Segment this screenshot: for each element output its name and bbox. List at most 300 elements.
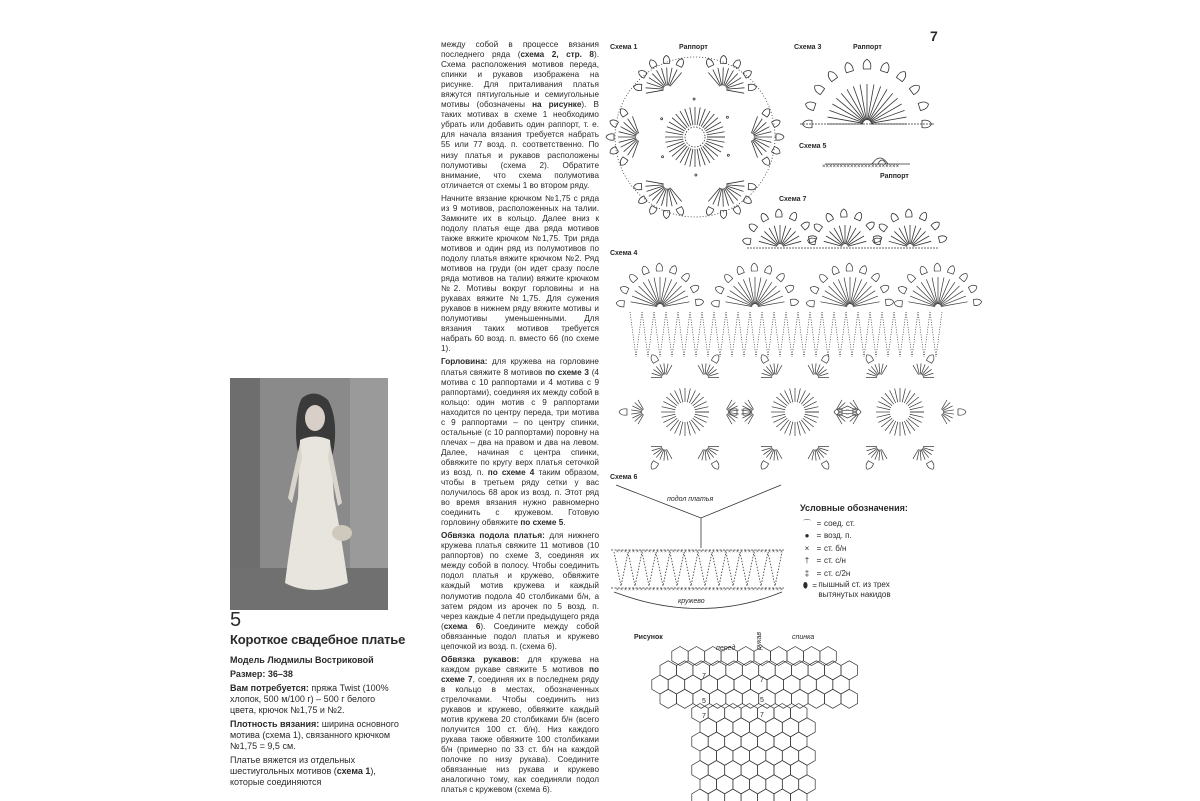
stitch-line xyxy=(815,363,816,374)
stitch-mark: × xyxy=(660,587,663,593)
stitch-mark: × xyxy=(648,587,651,593)
flower-mark xyxy=(759,212,768,222)
stitch-mark: × xyxy=(704,587,707,593)
hex-motif xyxy=(726,661,743,680)
stitch-mark: × xyxy=(764,587,767,593)
stitch-line xyxy=(670,188,682,202)
flower-mark xyxy=(748,183,756,190)
stitch-line xyxy=(877,407,891,410)
hex-motif xyxy=(708,732,725,751)
materials-paragraph xyxy=(230,683,400,716)
stitch-line xyxy=(909,402,922,408)
intro-text-b: ), которые соединяются xyxy=(230,766,376,787)
p3-b2: по схеме 4 xyxy=(487,467,535,477)
flower-mark xyxy=(648,58,658,68)
stitch-line xyxy=(920,363,921,374)
stitch-mark: × xyxy=(776,587,779,593)
hex-motif xyxy=(782,775,798,794)
stitch-mark: × xyxy=(644,549,647,555)
figure-marker-7a: 7 xyxy=(702,673,706,680)
sleeve-label: рукав xyxy=(756,631,763,650)
mesh-arc xyxy=(750,312,762,357)
hex-motif xyxy=(749,718,765,737)
stitch-mark: × xyxy=(752,587,755,593)
stitch-line xyxy=(780,393,789,404)
stitch-line xyxy=(689,421,695,434)
mesh-arc xyxy=(846,312,858,357)
stitch-mark: × xyxy=(616,587,619,593)
stitch-line xyxy=(782,231,795,244)
stitch-line xyxy=(697,149,700,167)
lace-label: кружево xyxy=(678,598,705,605)
stitch-line xyxy=(904,390,910,403)
flower-mark xyxy=(889,212,898,222)
chain-dot xyxy=(662,156,664,158)
legend-item: × = ст. б/н xyxy=(800,543,930,556)
hex-motif xyxy=(751,675,768,694)
mesh-arc xyxy=(666,312,678,357)
stitch-line xyxy=(773,402,786,408)
mesh-arc xyxy=(678,312,690,357)
stitch-line xyxy=(790,422,793,436)
stitch-mark: × xyxy=(708,549,711,555)
figure-label: Рисунок xyxy=(634,634,663,641)
flower-mark xyxy=(676,57,685,67)
page-number: 7 xyxy=(930,28,938,44)
flower-mark xyxy=(616,300,625,307)
flower-mark xyxy=(959,272,969,282)
stitch-line xyxy=(695,407,709,410)
stitch-mark: × xyxy=(688,587,691,593)
stitch-mark: × xyxy=(628,549,631,555)
stitch-line xyxy=(662,414,676,417)
p5-b: по схеме 7 xyxy=(441,664,599,684)
materials-label: Вам потребуется: xyxy=(230,683,309,693)
hex-motif xyxy=(717,718,733,737)
hex-motif xyxy=(816,675,833,694)
stitch-mark: × xyxy=(696,549,699,555)
stitch-mark: × xyxy=(728,587,731,593)
stitch-mark: × xyxy=(768,549,771,555)
stitch-mark: × xyxy=(716,549,719,555)
stitch-line xyxy=(668,68,672,86)
hex-motif xyxy=(700,775,717,794)
stitch-line xyxy=(906,420,915,431)
stitch-mark: × xyxy=(744,587,747,593)
stitch-mark: × xyxy=(740,587,743,593)
hex-motif xyxy=(734,675,751,694)
stitch-line xyxy=(670,73,682,87)
flower-mark xyxy=(711,461,721,471)
hex-motif xyxy=(820,647,836,666)
stitch-line xyxy=(668,189,672,207)
hex-motif xyxy=(709,661,725,680)
hex-motif xyxy=(791,732,808,751)
flower-mark xyxy=(801,220,811,230)
stitch-line xyxy=(708,373,719,376)
hex-motif xyxy=(749,746,765,765)
figure-marker-7b: 7 xyxy=(702,713,706,720)
flower-mark xyxy=(909,83,921,95)
stitch-line xyxy=(803,397,814,406)
legend-item: ⌒ = соед. ст. xyxy=(800,518,930,531)
stitch-line xyxy=(805,414,819,417)
stitch-line xyxy=(829,231,842,244)
stitch-line xyxy=(726,90,744,93)
flower-mark xyxy=(919,265,928,275)
legend-item: ⬮ = пышный ст. из трех вытянутых накидов xyxy=(800,580,930,600)
hex-motif xyxy=(758,789,774,801)
stitch-mark: × xyxy=(772,587,775,593)
stitch-line xyxy=(895,389,898,403)
flower-mark xyxy=(843,61,853,73)
model-author: Модель Людмилы Востриковой xyxy=(230,655,374,665)
scheme-4-label: Схема 4 xyxy=(610,250,638,257)
p3-c: (4 мотива с 10 раппортами и 4 мотива с 9 раппортами), соединяя их между собой в кольцо: один мотив с 9 раппортами находится по центру переда, три мотива с 9 раппортами – по центру спинки, остальные (с 10 раппортами) поровну на плечах – два на правом и два на левом. Далее, начиная с центра спинки, обвяжите по кругу верх платья сеточкой из возд. п. xyxy=(441,367,599,477)
hex-motif xyxy=(725,761,741,780)
hex-motif xyxy=(692,704,708,723)
legend-item-text: ст. б/н xyxy=(824,543,847,553)
stitch-line xyxy=(910,414,924,417)
hex-motif xyxy=(705,647,721,666)
stitch-line xyxy=(646,90,664,93)
stitch-mark: × xyxy=(648,549,651,555)
stitch-line xyxy=(667,141,684,147)
stitch-line xyxy=(705,450,706,461)
flower-mark xyxy=(743,69,753,79)
stitch-line xyxy=(706,141,723,147)
stitch-line xyxy=(691,393,700,404)
hex-motif xyxy=(771,647,788,666)
legend-item-text: возд. п. xyxy=(824,531,852,540)
hex-motif xyxy=(726,689,743,708)
double-crochet-icon: † xyxy=(804,556,810,565)
hex-motif xyxy=(733,746,750,765)
flower-mark xyxy=(824,212,833,222)
flower-mark xyxy=(762,107,772,117)
flower-mark xyxy=(764,265,773,275)
stitch-line xyxy=(665,132,683,135)
paragraph-hem xyxy=(441,531,599,652)
chain-dot xyxy=(693,98,695,100)
flower-mark xyxy=(771,118,781,127)
hex-motif xyxy=(717,746,733,765)
scheme-6-label: Схема 6 xyxy=(610,474,638,481)
stitch-line xyxy=(699,148,705,165)
flower-mark xyxy=(958,409,966,415)
hex-motif xyxy=(738,647,754,666)
flower-mark xyxy=(663,55,670,63)
hex-motif xyxy=(692,732,708,751)
hex-motif xyxy=(708,789,725,801)
hex-motif xyxy=(749,775,765,794)
flower-mark xyxy=(695,298,704,305)
flower-mark xyxy=(669,265,678,275)
stitch-line xyxy=(860,85,866,120)
stitch-mark: × xyxy=(740,549,743,555)
stitch-mark: × xyxy=(748,549,751,555)
stitch-line xyxy=(652,373,663,376)
flower-mark xyxy=(628,273,638,283)
stitch-mark: × xyxy=(764,549,767,555)
hex-motif xyxy=(825,661,842,680)
hex-motif xyxy=(759,661,776,680)
stitch-line xyxy=(772,407,786,410)
hex-motif xyxy=(708,761,725,780)
legend-title: Условные обозначения: xyxy=(800,503,908,513)
stitch-mark: × xyxy=(732,587,735,593)
stitch-line xyxy=(868,85,874,120)
hex-motif xyxy=(754,647,771,666)
stitch-line xyxy=(772,414,786,417)
stitch-mark: × xyxy=(724,587,727,593)
stitch-line xyxy=(776,418,787,427)
stitch-line xyxy=(906,393,915,404)
flower-mark xyxy=(690,284,700,293)
stitch-mark: × xyxy=(748,587,751,593)
flower-mark xyxy=(619,285,629,294)
stitch-mark: × xyxy=(720,587,723,593)
flower-mark xyxy=(804,100,816,110)
stitch-mark: × xyxy=(664,549,667,555)
hex-motif xyxy=(774,789,791,801)
hex-motif xyxy=(792,661,809,680)
stitch-line xyxy=(699,109,705,126)
flower-mark xyxy=(931,220,941,230)
scheme-3-label: Схема 3 xyxy=(794,44,822,51)
hex-motif xyxy=(774,761,791,780)
stitch-line xyxy=(818,448,829,451)
hex-motif xyxy=(767,675,783,694)
mesh-arc xyxy=(822,312,834,357)
stitch-line xyxy=(803,418,814,427)
flower-mark xyxy=(918,100,930,110)
hex-motif xyxy=(799,775,816,794)
intro-paragraph xyxy=(230,755,400,788)
stitch-line xyxy=(804,402,817,408)
stitch-line xyxy=(797,389,800,403)
hex-motif xyxy=(759,689,776,708)
stitch-line xyxy=(815,450,816,461)
flower-mark xyxy=(864,461,874,471)
hex-motif xyxy=(808,689,824,708)
middle-column-text xyxy=(441,40,599,798)
stitch-line xyxy=(691,420,700,431)
hex-motif xyxy=(758,704,774,723)
density-text: ширина основного мотива (схема 1), связанного крючком №1,75 = 9,5 см. xyxy=(230,719,399,751)
hex-motif xyxy=(782,718,798,737)
hex-motif xyxy=(841,689,858,708)
hex-motif xyxy=(783,675,800,694)
flower-mark xyxy=(776,134,784,140)
p1-d: ). В таких мотивах в схеме 1 необходимо убрать или добавить один раппорт, т. е. для начала вязания требуется набрать 55 или 77 возд. п. соответственно. По низу платья и рукавов расположены полумотивы (схема 2). Обратите внимание, что схема полумотива отличается от схемы 1 во втором ряду. xyxy=(441,100,599,190)
flower-mark xyxy=(747,222,757,232)
stitch-line xyxy=(904,421,910,434)
stitch-line xyxy=(764,231,777,244)
stitch-mark: × xyxy=(704,549,707,555)
chain-stitch-icon: ● xyxy=(804,531,810,540)
stitch-mark: × xyxy=(632,549,635,555)
p4-a: для нижнего кружева платья свяжите 11 мотивов (10 раппортов) по схеме 3, соединяя их между собой в полосу. Чтобы соединить подол платья и кружево, обвяжите каждый мотив кружева и каждый полумотив подола 40 столбиками б/н, а затем рядом из арочек по 5 возд. п. через каждые 4 петли предыдущего ряда ( xyxy=(441,531,599,631)
stitch-line xyxy=(669,188,677,204)
hex-motif xyxy=(668,675,685,694)
stitch-line xyxy=(680,389,683,403)
flower-mark xyxy=(751,263,758,271)
ring xyxy=(685,127,705,147)
stitch-mark: × xyxy=(628,587,631,593)
flower-mark xyxy=(834,409,842,415)
stitch-line xyxy=(894,231,907,244)
hex-motif xyxy=(758,761,774,780)
stitch-mark: × xyxy=(652,549,655,555)
flower-mark xyxy=(853,409,861,415)
hex-motif xyxy=(677,689,693,708)
stitch-mark: × xyxy=(636,587,639,593)
stitch-line xyxy=(923,373,934,376)
flower-mark xyxy=(863,59,871,69)
stitch-line xyxy=(726,185,744,186)
hex-motif xyxy=(677,661,693,680)
stitch-mark: × xyxy=(720,549,723,555)
stitch-mark: × xyxy=(620,587,623,593)
flower-mark xyxy=(789,211,798,221)
stitch-mark: × xyxy=(644,587,647,593)
figure-marker-7c: 7 xyxy=(760,712,764,719)
hex-motif xyxy=(700,746,717,765)
hex-motif xyxy=(660,661,677,680)
flower-mark xyxy=(648,206,658,216)
mesh-arc xyxy=(882,312,894,357)
mesh-arc xyxy=(894,312,906,357)
stitch-mark: × xyxy=(680,587,683,593)
hex-motif xyxy=(775,661,791,680)
flower-mark xyxy=(759,353,769,363)
slip-stitch-icon: ⌒ xyxy=(803,518,811,528)
hex-motif xyxy=(833,675,849,694)
scheme-3-rapport-label: Раппорт xyxy=(853,44,882,51)
single-crochet-icon: × xyxy=(804,543,810,553)
stitch-line xyxy=(725,188,738,201)
stitch-line xyxy=(762,373,773,376)
stitch-mark: × xyxy=(716,587,719,593)
mesh-arc xyxy=(774,312,786,357)
mesh-arc xyxy=(642,312,654,357)
scheme-5-rapport-label: Раппорт xyxy=(880,173,909,180)
stitch-line xyxy=(687,422,690,436)
stitch-line xyxy=(713,70,721,86)
hex-motif xyxy=(688,647,705,666)
stitch-line xyxy=(885,393,894,404)
hex-motif xyxy=(692,789,708,801)
stitch-line xyxy=(706,127,723,133)
stitch-line xyxy=(908,418,919,427)
flower-mark xyxy=(649,353,659,363)
stitch-mark: × xyxy=(712,549,715,555)
scheme-1-rapport-label: Раппорт xyxy=(679,44,708,51)
stitch-line xyxy=(680,422,683,436)
stitch-mark: × xyxy=(772,549,775,555)
stitch-line xyxy=(695,414,709,417)
flower-mark xyxy=(926,461,936,471)
mesh-arc xyxy=(786,312,798,357)
stitch-line xyxy=(910,407,924,410)
stitch-mark: × xyxy=(676,549,679,555)
figure-marker-5b: 5 xyxy=(760,697,764,704)
stitch-mark: × xyxy=(696,587,699,593)
stitch-mark: × xyxy=(700,549,703,555)
hex-motif xyxy=(685,675,701,694)
flower-mark xyxy=(812,222,822,232)
p3-b1: по схеме 3 xyxy=(545,367,589,377)
stitch-line xyxy=(912,231,925,244)
stitch-mark: × xyxy=(776,549,779,555)
density-paragraph xyxy=(230,719,400,752)
hex-motif xyxy=(782,746,798,765)
stitch-line xyxy=(776,397,787,406)
stitch-mark: × xyxy=(780,549,783,555)
stitch-line xyxy=(804,416,817,422)
stitch-line xyxy=(646,88,664,89)
stitch-line xyxy=(652,188,665,201)
stitch-mark: × xyxy=(636,549,639,555)
puff-stitch-icon: ⬮ xyxy=(802,581,808,590)
outer-ring xyxy=(615,57,775,217)
flower-mark xyxy=(880,61,890,73)
stitch-line xyxy=(923,448,934,451)
stitch-mark: × xyxy=(780,587,783,593)
flower-mark xyxy=(705,57,714,67)
flower-mark xyxy=(633,84,641,91)
stitch-line xyxy=(790,389,793,403)
stitch-line xyxy=(705,363,706,374)
flower-mark xyxy=(736,265,745,275)
stitch-line xyxy=(663,402,676,408)
intro-text-a: Платье вяжется из отдельных шестиугольных мотивов ( xyxy=(230,755,356,776)
flower-mark xyxy=(854,211,863,221)
p1-b1: схема 2, стр. 8 xyxy=(520,50,594,60)
mesh-arc xyxy=(726,312,738,357)
model-size: Размер: 36–38 xyxy=(230,669,293,679)
front-label: перед xyxy=(716,645,736,652)
flower-mark xyxy=(840,209,847,217)
paragraph-1 xyxy=(441,40,599,191)
flower-mark xyxy=(846,263,853,271)
hex-motif xyxy=(775,689,791,708)
flower-mark xyxy=(968,284,978,293)
hex-motif xyxy=(725,732,741,751)
flower-mark xyxy=(790,298,799,305)
stitch-line xyxy=(818,373,829,376)
hex-motif xyxy=(693,661,710,680)
hex-motif xyxy=(792,689,809,708)
stitch-line xyxy=(890,421,896,434)
flower-mark xyxy=(742,237,751,245)
stitch-line xyxy=(725,74,738,87)
figure-marker-7d: 7 xyxy=(760,677,764,684)
figure-marker-5a: 5 xyxy=(702,698,706,705)
flower-mark xyxy=(705,207,714,217)
stitch-line xyxy=(666,418,677,427)
stitch-mark: × xyxy=(668,587,671,593)
hex-motif xyxy=(718,675,734,694)
flower-mark xyxy=(812,83,824,95)
stitch-line xyxy=(867,373,878,376)
stitch-line xyxy=(675,421,681,434)
scheme-6-diagram xyxy=(606,480,786,625)
p4-b: схема 6 xyxy=(443,621,481,631)
stitch-line xyxy=(675,390,681,403)
flower-mark xyxy=(681,272,691,282)
